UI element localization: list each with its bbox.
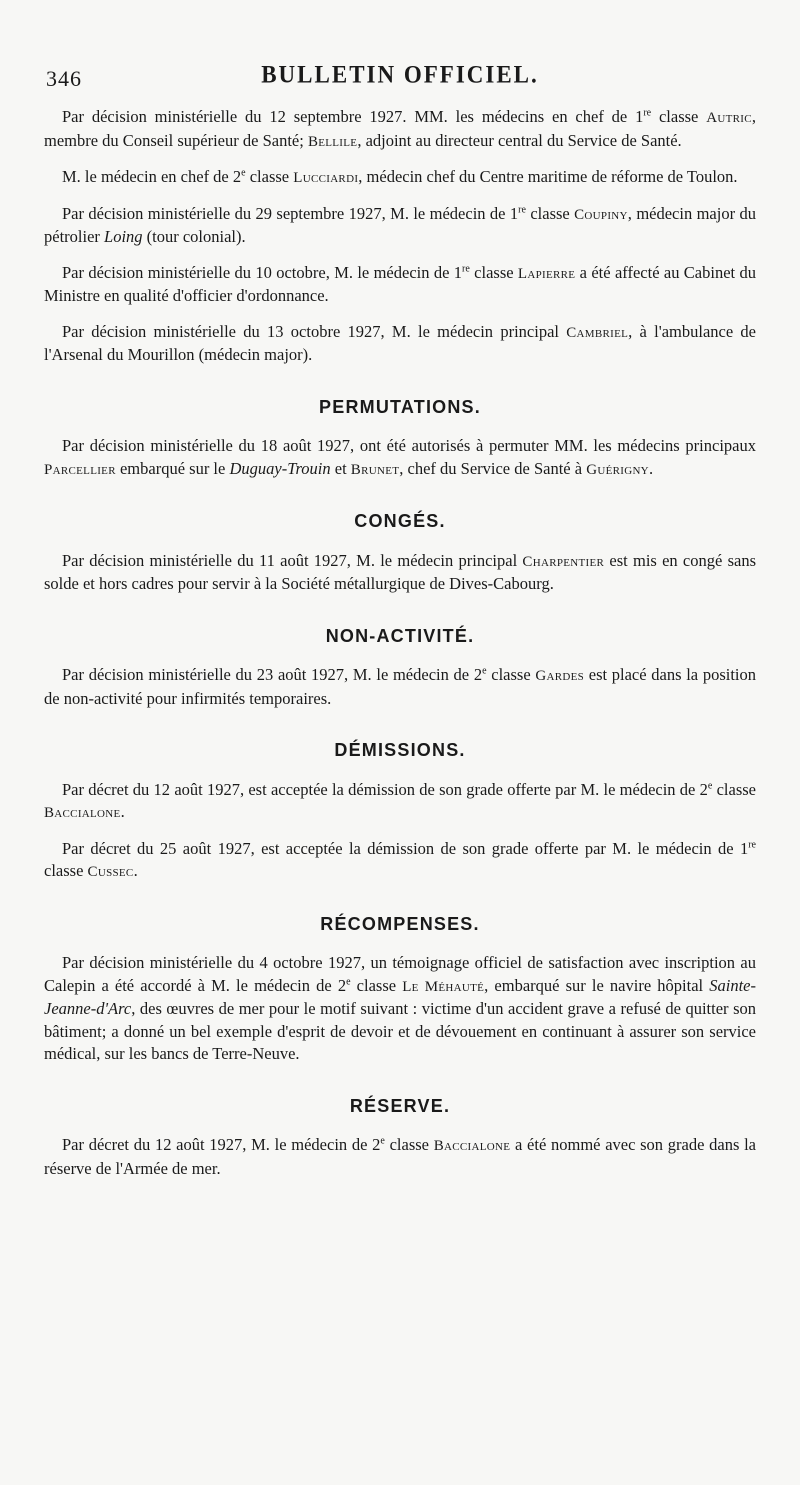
section-heading-reserve: RÉSERVE. <box>349 1095 451 1116</box>
ship-name: Duguay-Trouin <box>229 458 331 478</box>
paragraph-permutations: Par décision ministérielle du 18 août 1927, ont été autorisés à permuter MM. les médecins principaux Parcellier embarqué sur le Duguay-Trouin et Brunet, chef du Service de Santé à Guérigny. <box>44 436 756 478</box>
person-name: Lapierre <box>517 265 576 282</box>
paragraph-reserve: Par décret du 12 août 1927, M. le médecin de 2e classe Baccialone a été nommé avec son grade dans la réserve de l'Armée de mer. <box>44 1135 757 1178</box>
person-name: Bellile <box>307 133 358 150</box>
paragraph-affectation-coupiny: Par décision ministérielle du 29 septembre 1927, M. le médecin de 1re classe Coupiny, médecin major du pétrolier Loing (tour colonial). <box>44 203 756 246</box>
paragraph-demission-1: Par décret du 12 août 1927, est acceptée la démission de son grade offerte par M. le médecin de 2e classe Baccialone. <box>44 779 756 821</box>
paragraph-nominations-2: M. le médecin en chef de 2e classe Lucciardi, médecin chef du Centre maritime de réforme de Toulon. <box>62 167 738 186</box>
page-number: 346 <box>46 66 82 91</box>
running-title: BULLETIN OFFICIEL. <box>261 60 539 88</box>
section-heading-recompenses: RÉCOMPENSES. <box>320 913 480 934</box>
paragraph-recompenses: Par décision ministérielle du 4 octobre 1927, un témoignage officiel de satisfaction avec inscription au Calepin a été accordé à M. le médecin de 2e classe Le Méhauté, embarqué sur le navire hôpital Sainte-Jeanne-d'Arc, des œuvres de mer pour le motif suivant : victime d'un accident grave a refusé de quitter son bâtiment; a donné un bel exemple d'esprit de devoir et de dévouement en continuant à assurer son service médical, sur les bancs de Terre-Neuve. <box>44 953 756 1063</box>
person-name: Cussec <box>87 864 134 880</box>
person-name: Autric <box>706 110 752 126</box>
ship-name: Loing <box>104 227 143 246</box>
person-name: Charpentier <box>522 553 605 570</box>
person-name: Cambriel <box>566 324 629 341</box>
person-name: Lucciardi <box>293 170 359 186</box>
paragraph-nominations-1: Par décision ministérielle du 12 septembre 1927. MM. les médecins en chef de 1re classe Autric, membre du Conseil supérieur de Santé; Bellile, adjoint au directeur central du Service de Santé. <box>44 107 756 150</box>
person-name: Coupiny <box>574 206 628 223</box>
person-name: Baccialone <box>44 805 121 821</box>
place-name: Guérigny <box>586 461 649 478</box>
paragraph-demission-2: Par décret du 25 août 1927, est acceptée la démission de son grade offerte par M. le médecin de 1re classe Cussec. <box>44 838 756 880</box>
person-name: Parcellier <box>44 461 116 478</box>
page-body <box>44 106 756 1193</box>
paragraph-affectation-cambriel: Par décision ministérielle du 13 octobre 1927, M. le médecin principal Cambriel, à l'ambulance de l'Arsenal du Mourillon (médecin major). <box>44 321 757 364</box>
section-heading-demissions: DÉMISSIONS. <box>334 740 466 760</box>
person-name: Baccialone <box>433 1138 511 1154</box>
ship-name: Sainte-Jeanne-d'Arc <box>44 975 756 1018</box>
section-heading-non-activite: NON-ACTIVITÉ. <box>325 625 475 646</box>
person-name: Le Méhauté <box>402 978 485 995</box>
person-name: Brunet <box>350 461 400 478</box>
section-heading-permutations: PERMUTATIONS. <box>319 396 481 417</box>
paragraph-conges: Par décision ministérielle du 11 août 1927, M. le médecin principal Charpentier est mis en congé sans solde et hors cadres pour servir à la Société métallurgique de Dives-Cabourg. <box>44 550 756 593</box>
paragraph-affectation-lapierre: Par décision ministérielle du 10 octobre, M. le médecin de 1re classe Lapierre a été affecté au Cabinet du Ministre en qualité d'officier d'ordonnance. <box>44 262 756 305</box>
paragraph-non-activite: Par décision ministérielle du 23 août 1927, M. le médecin de 2e classe Gardes est placé dans la position de non-activité pour infirmités temporaires. <box>44 665 756 708</box>
person-name: Gardes <box>535 668 585 684</box>
section-heading-conges: CONGÉS. <box>354 511 446 531</box>
page-header <box>40 62 760 96</box>
